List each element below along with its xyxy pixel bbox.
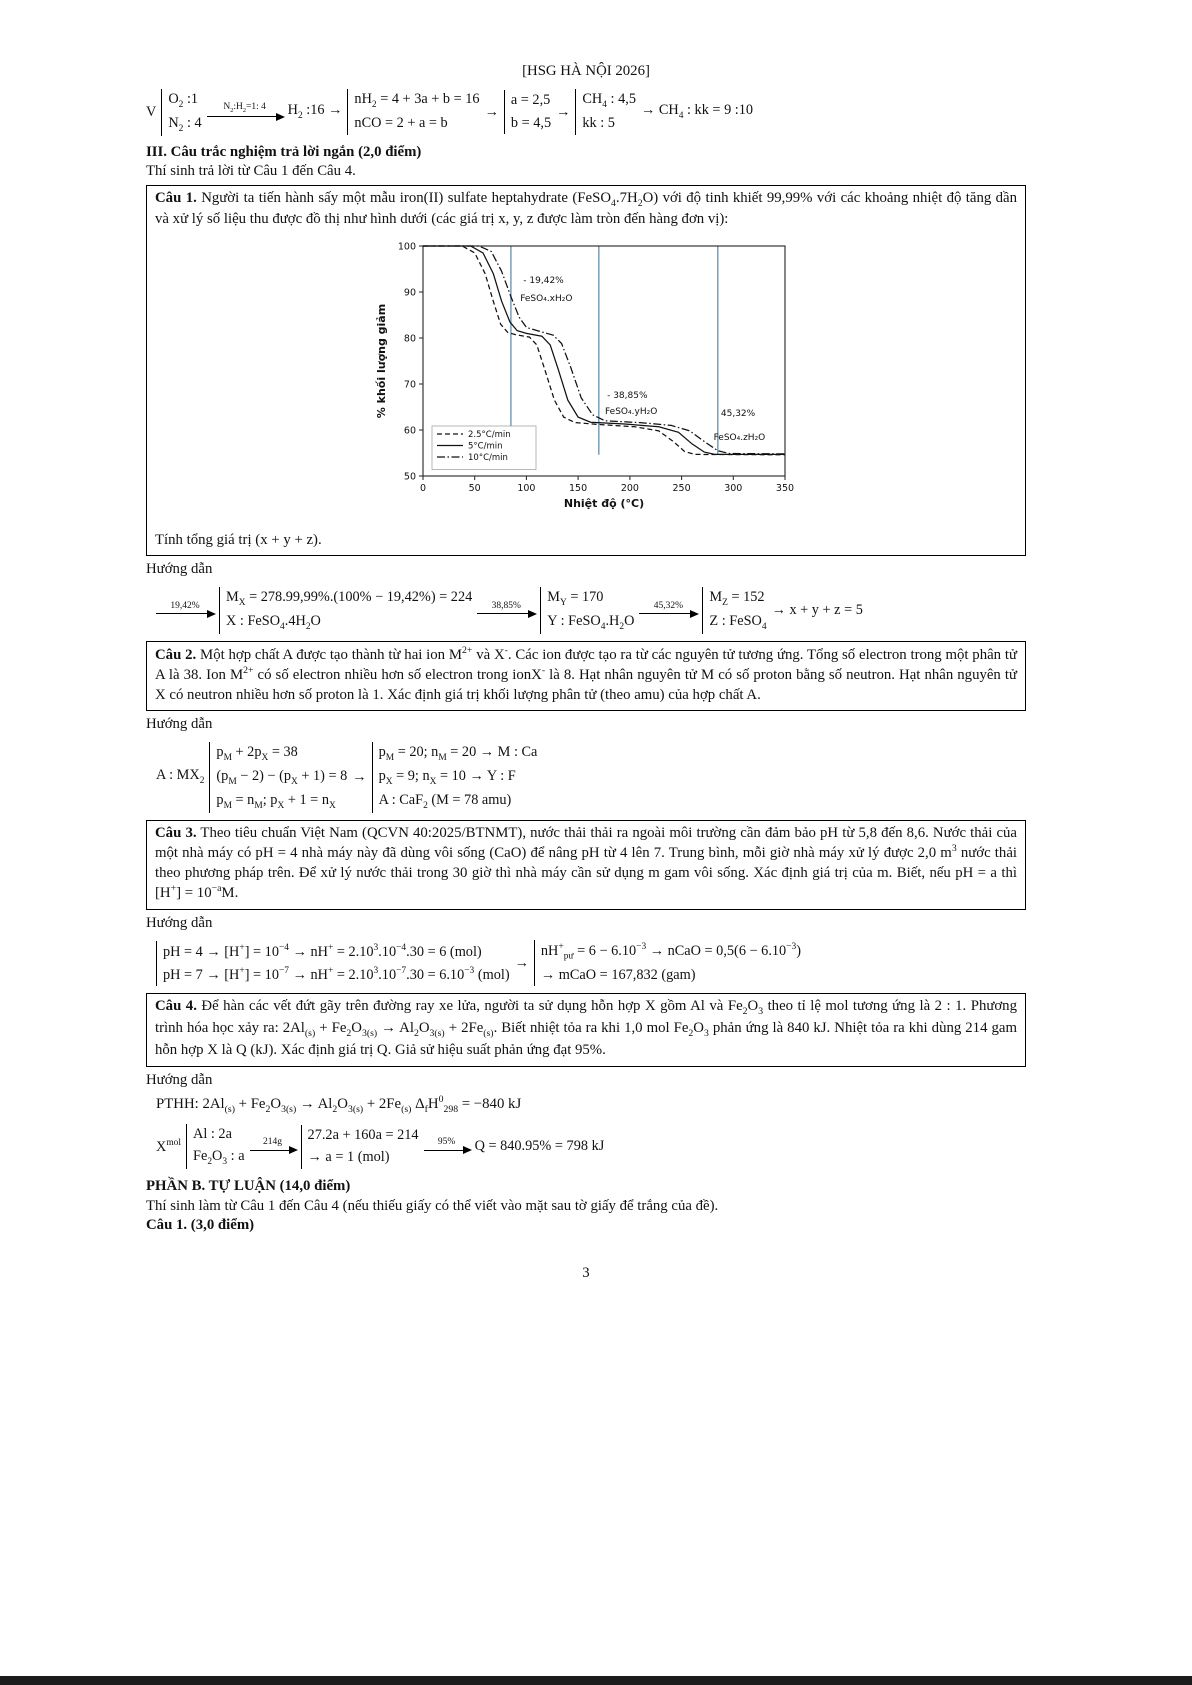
formula-row: Y : $FeSO_4.H_2O$ (547, 612, 635, 632)
question-label: Câu 1. (155, 189, 197, 206)
part-b-question-1: Câu 1. (3,0 điểm) (146, 1217, 255, 1234)
part-b-heading: PHẦN B. TỰ LUẬN (14,0 điểm) (146, 1178, 351, 1195)
svg-text:45,32%: 45,32% (720, 409, 756, 420)
formula-cases (186, 1124, 245, 1169)
question-label: Câu 2. (155, 646, 197, 663)
formula-row: Z : FeSO$_4$ (709, 612, 767, 632)
arrow-label: 19,42% (170, 600, 200, 611)
page-number: 3 (582, 1264, 590, 1281)
formula-row: → mCaO = 167,832 (gam) (540, 966, 696, 983)
arrow-shaft (156, 613, 214, 614)
section-heading: III. Câu trắc nghiệm trả lời ngắn (2,0 điểm) (146, 143, 422, 160)
formula-row: A : CaF$_2$ (M = 78 amu) (378, 791, 512, 811)
formula-row: nCO = 2 + a = b (354, 115, 448, 132)
solution-heading: Hướng dẫn (146, 716, 213, 733)
labeled-arrow (639, 602, 697, 615)
formula-fragment: Q = 840.95% = 798 kJ (474, 1138, 605, 1155)
formula-cases (372, 742, 538, 813)
question-body: Để hàn các vết đứt gãy trên đường ray xe lửa, người ta sử dụng hỗn hợp X gồm Al và $Fe_2O_3$ theo tỉ lệ mol tương ứng là 2 : 1. Phương trình hóa học xảy ra: $2Al_{(s)} + Fe_2O_{3(s)} \to Al_2O_{3(s)} + 2Fe_{(s)}$. Biết nhiệt tỏa ra khi 1,0 mol $Fe_2O_3$ phản ứng là 840 kJ. Nhiệt tỏa ra khi dùng 214 gam hỗn hợp X là Q (kJ). Xác định giá trị Q. Giả sử hiệu suất phản ứng đạt 95%. (155, 998, 1017, 1059)
svg-text:- 38,85%: - 38,85% (607, 390, 648, 401)
svg-text:5°C/min: 5°C/min (468, 441, 503, 452)
formula-fragment: → x + y + z = 5 (771, 601, 863, 618)
formula-fragment: PTHH: $2Al_{(s)} + Fe_2O_{3(s)} \to Al_2O_{3(s)} + 2Fe_{(s)}$ $\Delta_fH^0_{298} = -840$ kJ (156, 1094, 522, 1115)
formula-cases (301, 1125, 419, 1169)
formula-row: $M_Y = 170$ (547, 588, 604, 608)
question-body: Người ta tiến hành sấy một mẫu iron(II) sulfate heptahydrate $(FeSO_4.7H_2O)$ với độ tinh khiết 99,99% với các khoảng nhiệt độ tăng dần và xử lý số liệu thu được đồ thị như hình dưới (các giá trị x, y, z được làm tròn đến hàng đơn vị): (155, 189, 1017, 228)
svg-text:70: 70 (403, 379, 416, 391)
svg-text:FeSO₄.xH₂O: FeSO₄.xH₂O (520, 294, 573, 305)
formula-row: pH = $4 \to [H^+] = 10^{-4} \to nH^+ = 2.10^3.10^{-4}.30 = 6$ (mol) (163, 942, 482, 960)
question-2-box (146, 641, 1026, 711)
question-text (155, 997, 1017, 1060)
svg-text:FeSO₄.zH₂O: FeSO₄.zH₂O (713, 433, 766, 444)
formula-row: $Fe_2O_3$ : a (193, 1148, 245, 1168)
formula-row: pH = $7 \to [H^+] = 10^{-7} \to nH^+ = 2.10^3.10^{-7}.30 = 6.10^{-3}$ (mol) (163, 965, 510, 983)
labeled-arrow (156, 602, 214, 615)
arrow: → (352, 768, 367, 785)
arrow: → (556, 103, 571, 120)
page-content (146, 62, 1026, 1283)
svg-text:10°C/min: 10°C/min (468, 453, 508, 463)
arrow-label: $N_2:H_2=1$: 4 (223, 101, 266, 114)
arrow-label: 95% (437, 1137, 456, 1148)
formula-row: $p_M = 20$; $n_M = 20 \to M$ : Ca (378, 743, 538, 763)
question-label: Câu 4. (155, 998, 197, 1015)
formula-row: a = 2,5 (510, 92, 551, 109)
labeled-arrow (424, 1138, 470, 1151)
labeled-arrow (207, 103, 283, 117)
svg-text:50: 50 (403, 471, 416, 483)
question-body: Theo tiêu chuẩn Việt Nam (QCVN 40:2025/BTNMT), nước thải thải ra ngoài môi trường cần đảm bảo pH từ 5,8 đến 8,6. Nước thải của một nhà máy có pH = 4 nhà máy này đã dùng vôi sống (CaO) để nâng pH từ 4 lên 7. Trung bình, mỗi giờ nhà máy xử lý được 2,0 $m^3$ nước thải theo phương pháp trên. Để xử lý nước thải trong 30 giờ thì nhà máy cần sử dụng m gam vôi sống. Xác định giá trị của m. Biết, nếu pH = a thì $[H^+] = 10^{-a}M$. (155, 824, 1017, 902)
question-prompt: Tính tổng giá trị (x + y + z). (155, 531, 322, 548)
formula-row: → a = 1 (mol) (307, 1149, 390, 1166)
section-note: Thí sinh trả lời từ Câu 1 đến Câu 4. (146, 163, 356, 180)
svg-text:100: 100 (517, 483, 536, 494)
tga-chart (371, 236, 801, 521)
question-body: Một hợp chất A được tạo thành từ hai ion $M^{2+}$ và X-. Các ion được tạo ra từ các nguyên tử tương ứng. Tổng số electron trong một phân tử A là 38. Ion $M^{2+}$ có số electron nhiều hơn số electron trong ionX- là 8. Hạt nhân nguyên tử M có số proton bằng số neutron. Hạt nhân nguyên tử X có neutron nhiều hơn số proton là 1. Xác định giá trị khối lượng phân tử (theo amu) của hợp chất A. (155, 644, 1018, 703)
solution-1-line (156, 587, 1026, 634)
svg-text:150: 150 (569, 483, 588, 494)
formula-cases (504, 90, 551, 134)
formula-row: $p_M + 2p_X = 38$ (216, 743, 298, 763)
formula-cases (161, 89, 201, 136)
arrow-label: 45,32% (653, 600, 684, 611)
arrow-shaft (639, 613, 697, 614)
arrow-label: 214g (263, 1137, 283, 1148)
svg-text:2.5°C/min: 2.5°C/min (468, 430, 511, 440)
arrow-shaft (207, 116, 283, 117)
formula-row: Al : 2a (193, 1125, 232, 1142)
question-label: Câu 3. (155, 824, 197, 841)
solution-heading: Hướng dẫn (146, 561, 213, 578)
svg-text:250: 250 (672, 483, 691, 494)
question-1-box (146, 185, 1026, 556)
formula-fragment: A : $MX_2$ (156, 767, 205, 787)
formula-row: $p_X = 9$; $n_X = 10 \to Y$ : F (378, 767, 516, 787)
solution-4-line (156, 1124, 1026, 1169)
formula-cases (575, 89, 636, 134)
document-title: [HSG HÀ NỘI 2026] (522, 63, 650, 79)
solution-heading: Hướng dẫn (146, 914, 213, 931)
arrow-label: 38,85% (491, 600, 521, 611)
svg-text:200: 200 (620, 483, 639, 494)
formula-row: $nH_2 = 4 + 3a + b = 16$ (354, 91, 480, 111)
solution-3-line (156, 940, 1026, 986)
formula-row: $(p_M - 2) - (p_X + 1) = 8$ (216, 767, 348, 787)
question-3-box (146, 820, 1026, 910)
labeled-arrow (477, 602, 535, 615)
svg-text:90: 90 (403, 287, 416, 299)
formula-row: $N_2$ : 4 (168, 114, 202, 134)
solution-2-line (156, 742, 1026, 813)
formula-fragment: $X^{mol}$ (156, 1137, 181, 1155)
part-b-note: Thí sinh làm từ Câu 1 đến Câu 4 (nếu thiếu giấy có thể viết vào mặt sau tờ giấy để trắng của đề). (146, 1197, 719, 1214)
formula-row: $O_2$ :1 (168, 90, 199, 110)
formula-cases (347, 89, 479, 134)
svg-text:- 19,42%: - 19,42% (523, 275, 564, 286)
formula-cases (156, 941, 510, 986)
formula-cases (534, 940, 801, 986)
svg-text:100: 100 (397, 241, 416, 253)
svg-text:FeSO₄.yH₂O: FeSO₄.yH₂O (605, 406, 658, 417)
formula-row: $M_X = 278.99,99\%.(100\% - 19,42\%) = 224$ (226, 588, 473, 608)
question-text (155, 645, 1017, 705)
arrow-shaft (250, 1150, 296, 1151)
svg-text:80: 80 (403, 333, 416, 345)
solution-heading: Hướng dẫn (146, 1071, 213, 1088)
svg-text:Nhiệt độ (°C): Nhiệt độ (°C) (563, 497, 645, 510)
formula-fragment: V (146, 103, 157, 120)
arrow-shaft (424, 1150, 470, 1151)
arrow: → (514, 954, 529, 971)
derivation-line (146, 89, 1026, 136)
formula-row: $M_Z = 152$ (709, 588, 765, 608)
formula-row: 27.2a + 160a = 214 (307, 1126, 419, 1143)
labeled-arrow (250, 1138, 296, 1151)
formula-row: $CH_4$ : 4,5 (582, 91, 636, 111)
bottom-page-edge (0, 1676, 1192, 1685)
arrow-shaft (477, 613, 535, 614)
formula-fragment: → $CH_4$ : kk = 9 :10 (640, 102, 754, 122)
arrow: → (484, 103, 499, 120)
tga-chart-wrap (155, 236, 1017, 528)
formula-cases (219, 587, 472, 634)
svg-text:% khối lượng giảm: % khối lượng giảm (375, 303, 388, 419)
formula-cases (209, 742, 347, 813)
question-text (155, 824, 1017, 904)
formula-row: $p_M = n_M$; $p_X + 1 = n_X$ (216, 791, 336, 811)
formula-row: b = 4,5 (510, 114, 552, 131)
formula-row: kk : 5 (582, 115, 615, 132)
formula-row: X : $FeSO_4.4H_2O$ (226, 612, 321, 632)
svg-text:50: 50 (468, 483, 481, 494)
formula-fragment: $H_2$ :16 → (287, 102, 343, 122)
formula-cases (702, 587, 766, 634)
formula-row: $nH^+_{pư} = 6 - 6.10^{-3}$ → nCaO = $0,5(6 - 6.10^{-3})$ (540, 942, 801, 962)
question-text (155, 189, 1017, 230)
svg-text:60: 60 (403, 425, 416, 437)
svg-text:300: 300 (724, 483, 743, 494)
svg-text:0: 0 (419, 483, 427, 494)
solution-4-pthh (156, 1094, 1026, 1117)
svg-text:350: 350 (775, 483, 795, 494)
formula-cases (540, 587, 634, 634)
question-4-box (146, 993, 1026, 1066)
